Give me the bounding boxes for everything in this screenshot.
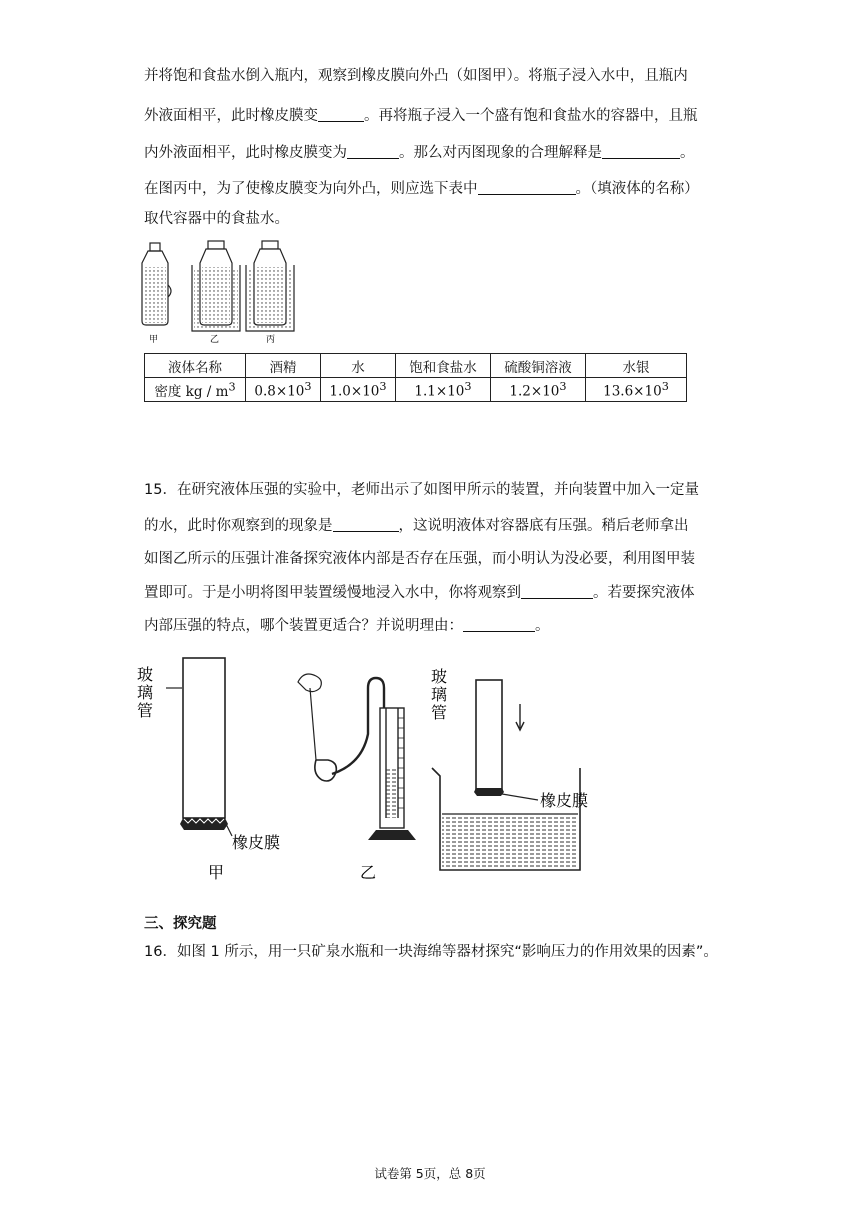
- bottle-yi: [192, 241, 240, 331]
- table-cell: [586, 378, 687, 402]
- table-cell: [396, 378, 491, 402]
- density-exponent: 3: [379, 379, 387, 393]
- q14-line-3: [144, 141, 695, 162]
- table-cell: 硫酸铜溶液: [491, 354, 586, 378]
- q14-line-1: 并将饱和食盐水倒入瓶内，观察到橡皮膜向外凸（如图甲）。将瓶子浸入水中，且瓶内: [144, 68, 688, 84]
- pressure-apparatus-figure: [134, 648, 620, 888]
- bottles-figure: [140, 237, 300, 345]
- q15-text: 置即可。于是小明将图甲装置缓慢地浸入水中，你将观察到: [144, 585, 521, 601]
- table-cell: [246, 378, 321, 402]
- answer-blank: [318, 107, 364, 122]
- apparatus-jia: [135, 658, 281, 882]
- q15-text: 。若要探究液体: [593, 585, 695, 601]
- q15-text: ，这说明液体对容器底有压强。稍后老师拿出: [398, 518, 689, 534]
- density-exponent: 3: [661, 379, 669, 393]
- bottle-jia: [142, 243, 171, 325]
- answer-blank: [347, 144, 399, 159]
- q14-text: 。那么对丙图现象的合理解释是: [399, 145, 602, 161]
- density-value: 1.2×10: [509, 383, 560, 400]
- density-value: 0.8×10: [254, 383, 305, 400]
- density-exponent: 3: [464, 379, 472, 393]
- density-value: 1.1×10: [414, 383, 465, 400]
- density-unit: 密度 kg / m: [154, 383, 229, 400]
- q14-line-5: 取代容器中的食盐水。: [144, 211, 289, 227]
- q15-text: 的水，此时你观察到的现象是: [144, 518, 333, 534]
- apparatus-bing: [429, 668, 589, 870]
- answer-blank: [521, 584, 593, 599]
- table-cell: 水: [321, 354, 396, 378]
- answer-blank: [463, 617, 535, 632]
- q15-text: 。: [535, 618, 550, 634]
- table-cell: [321, 378, 396, 402]
- density-value: 1.0×10: [329, 383, 380, 400]
- q15-line-2: [144, 514, 689, 535]
- label-yi: 乙: [210, 335, 220, 345]
- label-bing: 丙: [266, 335, 276, 345]
- density-table: [144, 353, 687, 402]
- q15-line-1: 15．在研究液体压强的实验中，老师出示了如图甲所示的装置，并向装置中加入一定量: [144, 482, 699, 498]
- tube-label-char: 玻璃管: [134, 666, 154, 720]
- density-value: 13.6×10: [603, 383, 662, 400]
- q15-line-5: [144, 614, 550, 635]
- page-footer: 试卷第 5页，总 8页: [374, 1166, 486, 1181]
- membrane-label-2: 橡皮膜: [540, 791, 589, 810]
- table-cell: [491, 378, 586, 402]
- q15-text: 内部压强的特点，哪个装置更适合？并说明理由：: [144, 618, 463, 634]
- bottle-bing: [246, 241, 294, 331]
- table-header-cell: [145, 378, 246, 402]
- unit-exponent: 3: [228, 380, 236, 393]
- answer-blank: [478, 180, 576, 195]
- label-jia: 甲: [149, 335, 159, 345]
- table-cell: 饱和食盐水: [396, 354, 491, 378]
- q14-text: 。: [680, 145, 695, 161]
- table-cell: 水银: [586, 354, 687, 378]
- apparatus-yi: [298, 674, 416, 882]
- q15-line-4: [144, 581, 695, 602]
- table-cell: 酒精: [246, 354, 321, 378]
- q14-line-4: [144, 177, 699, 198]
- q14-text: 内外液面相平，此时橡皮膜变为: [144, 145, 347, 161]
- table-header-cell: 液体名称: [145, 354, 246, 378]
- q15-line-3: 如图乙所示的压强计准备探究液体内部是否存在压强，而小明认为没必要，利用图甲装: [144, 551, 695, 567]
- table-row: [145, 354, 687, 378]
- q14-text: 在图丙中，为了使橡皮膜变为向外凸，则应选下表中: [144, 181, 478, 197]
- fig-label-yi: 乙: [360, 863, 377, 882]
- table-row: [145, 378, 687, 402]
- answer-blank: [602, 144, 680, 159]
- tube-label-char-2: 玻璃管: [428, 668, 448, 722]
- q14-text: 。（填液体的名称）: [575, 181, 699, 197]
- q14-text: 外液面相平，此时橡皮膜变: [144, 108, 318, 124]
- q16-line-1: 16．如图 1 所示，用一只矿泉水瓶和一块海绵等器材探究“影响压力的作用效果的因素”。: [144, 944, 718, 960]
- density-exponent: 3: [559, 379, 567, 393]
- section-title: 三、探究题: [144, 916, 217, 932]
- q14-text: 。再将瓶子浸入一个盛有饱和食盐水的容器中，且瓶: [364, 108, 698, 124]
- answer-blank: [333, 517, 399, 532]
- fig-label-jia: 甲: [208, 863, 225, 882]
- q14-line-2: [144, 104, 698, 125]
- membrane-label: 橡皮膜: [232, 833, 281, 852]
- density-exponent: 3: [304, 379, 312, 393]
